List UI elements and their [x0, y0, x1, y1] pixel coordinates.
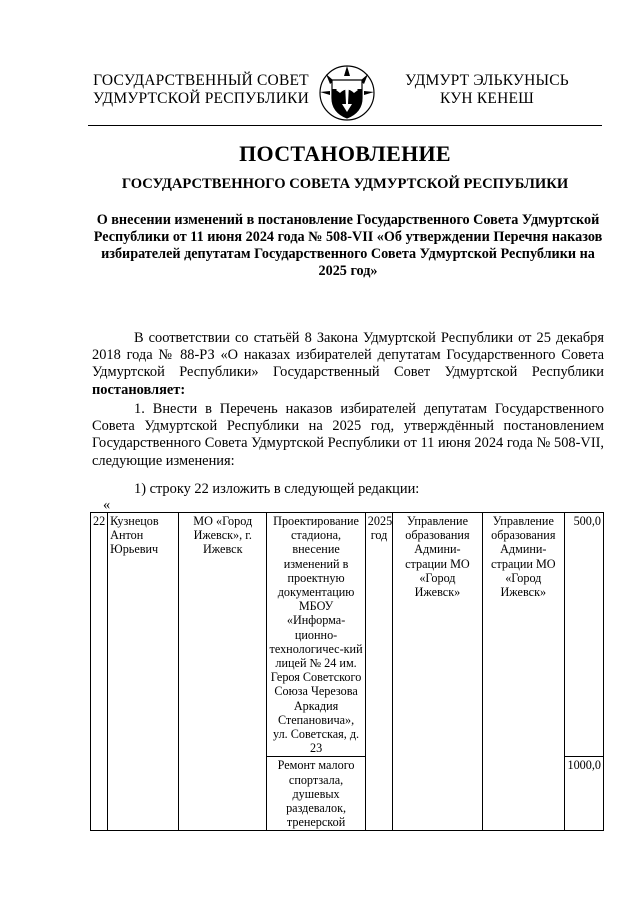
preamble-text: В соответствии со статьёй 8 Закона Удмуртской Республики от 25 декабря 2018 года № 88-РЗ «О наказах избирателей депутатам Государственного Совета Удмуртской Республики» Государственный Совет Удмуртской Республики: [92, 330, 604, 381]
cell-executor: Управление образования Админи-страции МО «Город Ижевск»: [393, 513, 482, 831]
header-divider: [88, 125, 602, 126]
header-left-line1: ГОСУДАРСТВЕННЫЙ СОВЕТ: [93, 72, 309, 89]
cell-sum: 1000,0: [565, 757, 604, 831]
paragraph-preamble: [92, 330, 604, 399]
cell-object: Ремонт малого спортзала, душевых раздевалок, тренерской: [267, 757, 365, 831]
cell-object: Проектирование стадиона, внесение изменений в проектную документацию МБОУ «Информа-ционно-технологичес-кий лицей № 24 им. Героя Советского Союза Черезова Аркадия Степановича», ул. Советская, д. 23: [267, 513, 365, 757]
mandates-table: [90, 512, 604, 831]
header-right-line1: УДМУРТ ЭЛЬКУНЫСЬ: [405, 72, 569, 89]
cell-number: 22: [91, 513, 108, 831]
cell-year: 2025 год: [365, 513, 392, 831]
document-title: ПОСТАНОВЛЕНИЕ: [239, 141, 451, 166]
cell-sum: 500,0: [565, 513, 604, 757]
quote-open-mark: «: [103, 497, 111, 513]
table-row: [91, 513, 604, 757]
cell-deputy-name: Кузнецов Антон Юрьевич: [108, 513, 179, 831]
document-subtitle: ГОСУДАРСТВЕННОГО СОВЕТА УДМУРТСКОЙ РЕСПУБЛИКИ: [121, 176, 569, 192]
header-left-line2: УДМУРТСКОЙ РЕСПУБЛИКИ: [92, 90, 310, 107]
paragraph-subitem-1: 1) строку 22 изложить в следующей редакции:: [134, 481, 420, 497]
header-left: [92, 72, 310, 108]
header-right: [404, 72, 570, 108]
header-right-line2: КУН КЕНЕШ: [440, 90, 534, 107]
cell-customer: Управление образования Админи-страции МО «Город Ижевск»: [482, 513, 564, 831]
preamble-resolves: постановляет:: [92, 381, 186, 398]
paragraph-item-1: 1. Внести в Перечень наказов избирателей депутатам Государственного Совета Удмуртской Республики на 2025 год, утверждённый постановлением Государственного Совета Удмуртской Республики от 11 июня 2024 года № 508-VII, следующие изменения:: [92, 401, 604, 469]
document-about: О внесении изменений в постановление Государственного Совета Удмуртской Республики от 11 июня 2024 года № 508-VII «Об утверждении Перечня наказов избирателей депутатам Государственного Совета Удмуртской Республики на 2025 год»: [93, 212, 603, 279]
cell-municipality: МО «Город Ижевск», г. Ижевск: [179, 513, 267, 831]
udmurt-coat-of-arms-icon: [312, 60, 382, 122]
